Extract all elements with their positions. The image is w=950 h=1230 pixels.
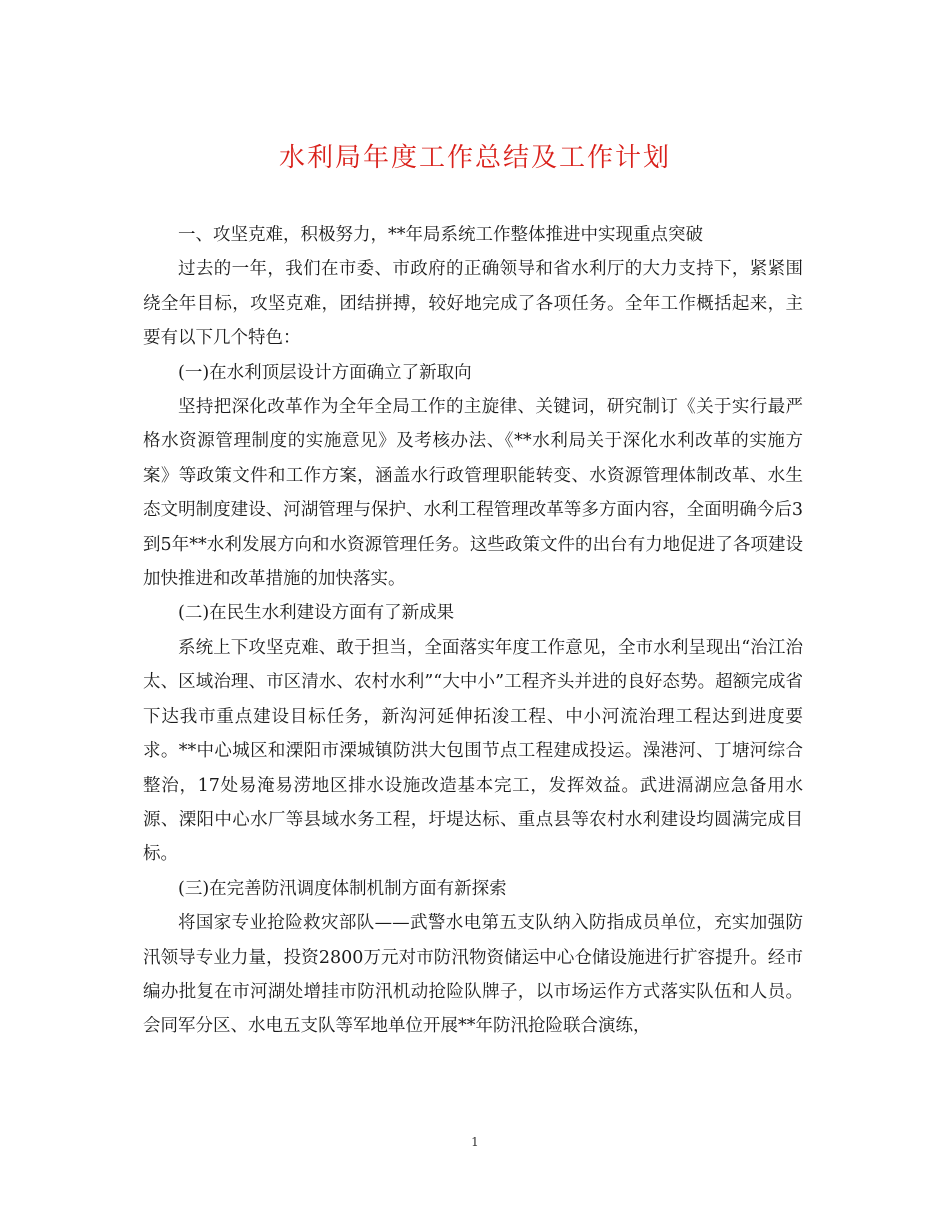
subsection-heading: (二)在民生水利建设方面有了新成果 [178, 603, 455, 624]
document-title: 水利局年度工作总结及工作计划 [278, 143, 671, 173]
body-paragraph: 过去的一年，我们在市委、市政府的正确领导和省水利厅的大力支持下，紧紧围绕全年目标，攻坚克难，团结拼搏，较好地完成了各项任务。全年工作概括起来，主要有以下几个特色： [143, 259, 803, 349]
body-paragraph: 系统上下攻坚克难、敢于担当，全面落实年度工作意见，全市水利呈现出“治江治太、区域治理、市区清水、农村水利”“大中小”工程齐头并进的良好态势。超额完成省下达我市重点建设目标任务，新沟河延伸拓浚工程、中小河流治理工程达到进度要求。**中心城区和溧阳市溧城镇防洪大包围节点工程建成投运。澡港河、丁塘河综合整治，17处易淹易涝地区排水设施改造基本完工，发挥效益。武进滆湖应急备用水源、溧阳中心水厂等县域水务工程，圩堤达标、重点县等农村水利建设均圆满完成目标。 [143, 637, 803, 865]
body-paragraph: 坚持把深化改革作为全年全局工作的主旋律、关键词，研究制订《关于实行最严格水资源管理制度的实施意见》及考核办法、《**水利局关于深化水利改革的实施方案》等政策文件和工作方案，涵盖水行政管理职能转变、水资源管理体制改革、水生态文明制度建设、河湖管理与保护、水利工程管理改革等多方面内容，全面明确今后3到5年**水利发展方向和水资源管理任务。这些政策文件的出台有力地促进了各项建设加快推进和改革措施的加快落实。 [143, 397, 803, 590]
subsection-heading: (一)在水利顶层设计方面确立了新取向 [178, 362, 472, 383]
page-number: 1 [471, 1135, 479, 1149]
subsection-heading: (三)在完善防汛调度体制机制方面有新探索 [178, 878, 507, 899]
body-paragraph: 将国家专业抢险救灾部队——武警水电第五支队纳入防指成员单位，充实加强防汛领导专业力量，投资2800万元对市防汛物资储运中心仓储设施进行扩容提升。经市编办批复在市河湖处增挂市防汛机动抢险队牌子，以市场运作方式落实队伍和人员。会同军分区、水电五支队等军地单位开展**年防汛抢险联合演练， [143, 913, 803, 1037]
section-heading: 一、攻坚克难，积极努力，**年局系统工作整体推进中实现重点突破 [178, 225, 703, 245]
document-body [143, 218, 803, 1044]
